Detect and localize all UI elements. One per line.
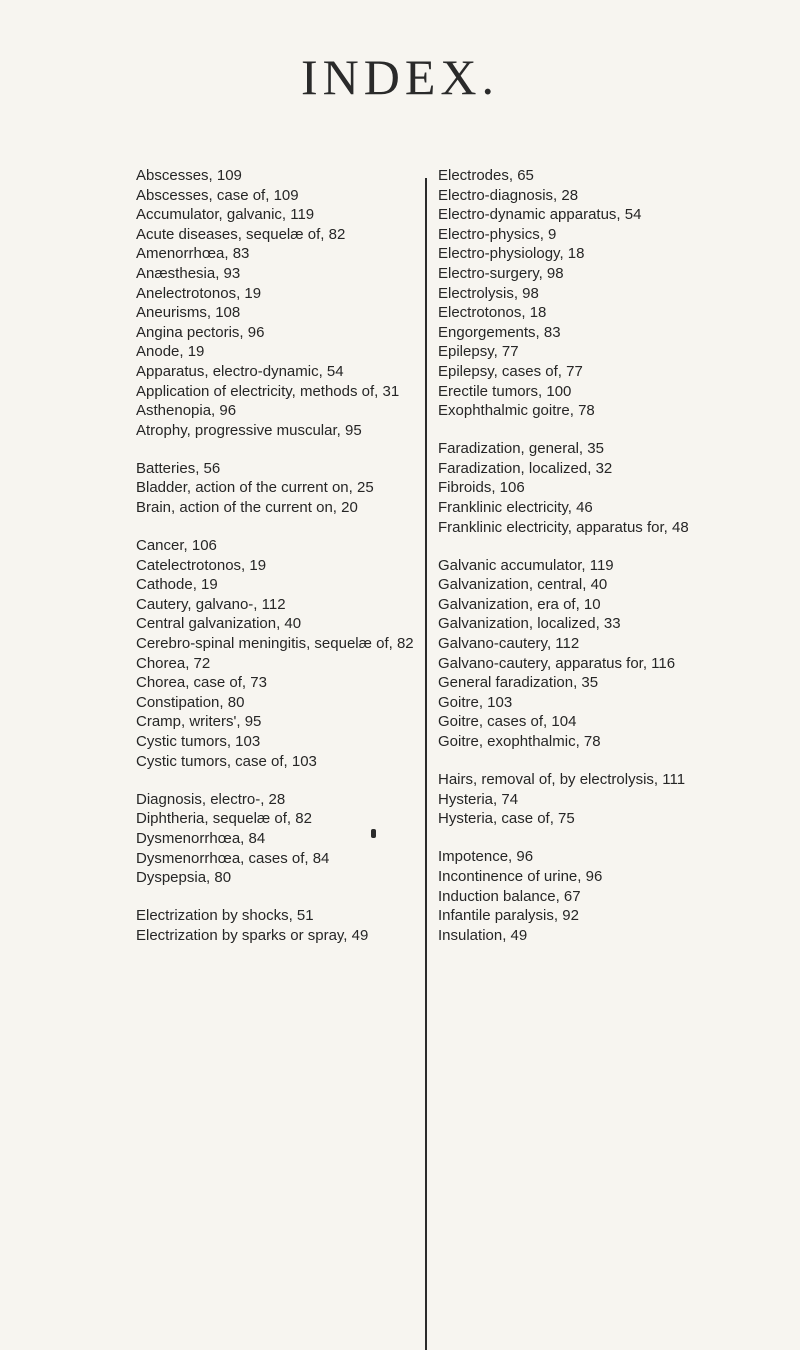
index-group [136,166,426,440]
index-entry: Electro-physiology, 18 [438,245,585,263]
page-title: INDEX. [300,49,500,105]
index-entry: Electrotonos, 18 [438,304,547,322]
index-entry: Insulation, 49 [438,926,528,944]
index-entry: Epilepsy, 77 [438,343,519,361]
index-entry: Cautery, galvano-, 112 [136,595,286,613]
index-entry: Faradization, localized, 32 [438,459,613,477]
index-entry: Electro-dynamic apparatus, 54 [438,206,642,224]
index-entry: Hysteria, case of, 75 [438,810,575,828]
index-entry: Electrolysis, 98 [438,284,539,302]
index-entry: Aneurisms, 108 [136,304,241,322]
index-group [136,790,426,888]
index-entry: Dyspepsia, 80 [136,869,232,887]
index-entry: Electro-diagnosis, 28 [438,186,579,204]
index-group [136,906,426,945]
index-column-left [136,166,426,964]
index-entry: Constipation, 80 [136,693,245,711]
index-entry: Electrization by sparks or spray, 49 [136,926,369,944]
index-entry: Epilepsy, cases of, 77 [438,362,583,380]
column-divider [425,178,427,1350]
index-entry: Cystic tumors, case of, 103 [136,752,317,770]
index-entry: Anode, 19 [136,343,205,361]
index-column-right [438,166,768,964]
index-entry: Galvanization, era of, 10 [438,595,601,613]
index-entry: Cathode, 19 [136,576,218,594]
index-entry: Apparatus, electro-dynamic, 54 [136,362,344,380]
index-entry: Hysteria, 74 [438,790,519,808]
index-entry: Electro-surgery, 98 [438,264,564,282]
index-entry: Electro-physics, 9 [438,225,557,243]
index-group [438,847,768,945]
index-entry: Central galvanization, 40 [136,615,302,633]
index-entry: Cerebro-spinal meningitis, sequelæ of, 82 [136,635,414,653]
index-entry: Dysmenorrhœa, 84 [136,829,266,847]
index-entry: Electrization by shocks, 51 [136,907,314,925]
index-entry: Batteries, 56 [136,459,221,477]
index-entry: Induction balance, 67 [438,887,581,905]
index-entry: Asthenopia, 96 [136,402,237,420]
index-entry: Franklinic electricity, apparatus for, 48 [438,518,689,536]
index-entry: Cramp, writers', 95 [136,713,262,731]
index-entry: Cystic tumors, 103 [136,733,261,751]
index-entry: Atrophy, progressive muscular, 95 [136,421,362,439]
index-group [438,556,768,752]
index-entry: Chorea, 72 [136,654,211,672]
index-entry: Cancer, 106 [136,537,217,555]
index-entry: Faradization, general, 35 [438,440,604,458]
index-entry: Diagnosis, electro-, 28 [136,790,286,808]
index-group [136,536,426,771]
index-entry: Catelectrotonos, 19 [136,556,267,574]
index-entry: Anæsthesia, 93 [136,264,241,282]
index-entry: Acute diseases, sequelæ of, 82 [136,225,346,243]
index-group [438,166,768,421]
index-entry: Galvanization, central, 40 [438,576,608,594]
index-entry: Anelectrotonos, 19 [136,284,262,302]
index-entry: Abscesses, case of, 109 [136,186,299,204]
index-entry: Electrodes, 65 [438,167,534,184]
index-group [438,439,768,537]
index-entry: Accumulator, galvanic, 119 [136,206,315,224]
index-entry: Goitre, 103 [438,693,513,711]
index-entry: Goitre, exophthalmic, 78 [438,733,601,751]
index-entry: Hairs, removal of, by electrolysis, 111 [438,771,686,789]
index-entry: General faradization, 35 [438,674,599,692]
index-entry: Galvano-cautery, 112 [438,635,580,653]
ink-mark [371,829,376,838]
index-entry: Goitre, cases of, 104 [438,713,577,731]
index-entry: Diphtheria, sequelæ of, 82 [136,810,312,828]
index-entry: Erectile tumors, 100 [438,382,572,400]
index-entry: Abscesses, 109 [136,167,242,184]
index-entry: Exophthalmic goitre, 78 [438,402,595,420]
index-entry: Application of electricity, methods of, 31 [136,382,400,400]
index-entry: Franklinic electricity, 46 [438,499,593,516]
index-entry: Dysmenorrhœa, cases of, 84 [136,849,330,867]
index-entry: Galvano-cautery, apparatus for, 116 [438,654,676,672]
index-entry: Chorea, case of, 73 [136,674,267,692]
index-entry: Bladder, action of the current on, 25 [136,479,374,497]
index-entry: Galvanization, localized, 33 [438,615,621,633]
index-group [438,770,768,829]
index-entry: Brain, action of the current on, 20 [136,499,358,516]
index-entry: Fibroids, 106 [438,479,525,497]
index-entry: Infantile paralysis, 92 [438,907,579,925]
index-entry: Galvanic accumulator, 119 [438,556,614,574]
index-group [136,459,426,518]
index-entry: Amenorrhœa, 83 [136,245,250,263]
index-entry: Incontinence of urine, 96 [438,868,603,885]
index-entry: Angina pectoris, 96 [136,323,265,341]
index-entry: Impotence, 96 [438,848,534,866]
index-entry: Engorgements, 83 [438,323,561,341]
